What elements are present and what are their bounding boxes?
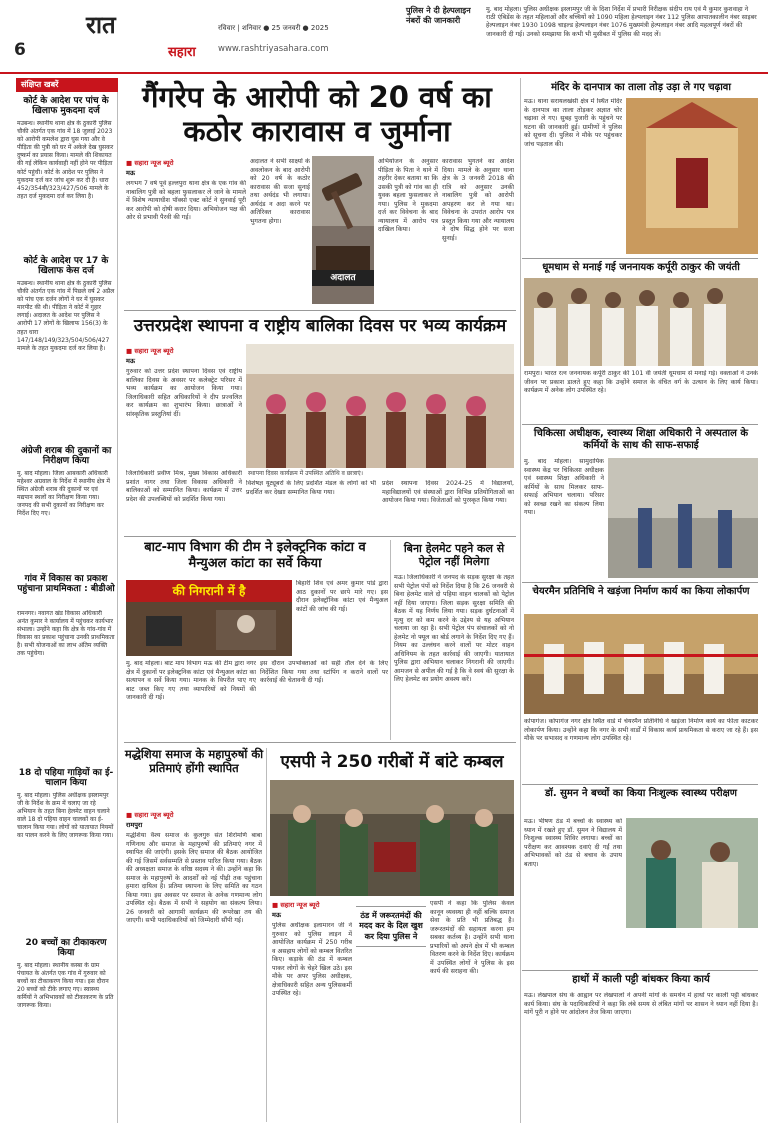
byline: ■ सहारा न्यूज ब्यूरो (126, 347, 174, 355)
event-body: गुरुवार को उत्तर प्रदेश स्थापना दिवस एवं राष्ट्रीय बालिका दिवस के अवसर पर कलेक्ट्रेट परिसर में भव्य कार्यक्रम का आयोजन किया गया। जिलाधिकारी सहित अधिकारियों ने दीप प्रज्वलित कर कार्यक्रम का शुभारंभ किया। छात्राओं ने सांस्कृतिक प्रस्तुतियां दीं। (126, 368, 242, 418)
byline: ■ सहारा न्यूज ब्यूरो (272, 901, 320, 909)
lead-body: कारावास भुगतने का आदेश दिया। मामले के अनुसार थाना क्षेत्र के 3 जनवरी 2018 की रात्रि को अनुसार उनकी नाबालिग पुत्री को आरोपी अपहरण कर ले गया था। विवेचना के उपरांत आरोप पत्र प्रस्तुत किया गया और न्यायालय ने दोष सिद्ध होने पर सजा सुनाई। (442, 158, 514, 242)
dateline-place: रामपुरा (126, 821, 143, 829)
right-headline: चिकित्सा अधीक्षक, स्वास्थ्य शिक्षा अधिकारी ने अस्पताल के कर्मियों के साथ की साफ-सफाई (533, 428, 749, 451)
lead-body: लगभग 7 वर्ष पूर्व हल्लपुरा थाना क्षेत्र के एक गांव की नाबालिग पुत्री को बहला फुसलाकर ले जाने के मामले में विशेष न्यायाधीश पॉक्सो एक्ट कोर्ट ने सुनवाई पूरी कर आरोपी को दोषी करार दिया। अभियोजन पक्ष की ओर से प्रभावी पैरवी की गई। (126, 180, 246, 221)
brief-headline: गांव में विकास का प्रकाश पहुंचाना प्राथमिकता : बीडीओ (17, 574, 115, 595)
dateline: रविवार | शनिवार ● 25 जनवरी ● 2025 (218, 24, 329, 32)
lead-body: अदालत ने सभी साक्ष्यों के अवलोकन के बाद आरोपी को 20 वर्ष के कठोर कारावास की सजा सुनाई तथा अर्थदंड भी लगाया। अर्थदंड न अदा करने पर अतिरिक्त कारावास भुगतना होगा। (250, 158, 310, 225)
event-body: प्रदेश स्थापना दिवस 2024-25 में विद्यालयों, महाविद्यालयों एवं संस्थाओं द्वारा विभिन्न प्रतियोगिताओं का आयोजन किया गया। विजेताओं को पुरस्कृत किया गया। (382, 480, 514, 504)
weights-headline: बाट-माप विभाग की टीम ने इलेक्ट्रनिक कांटा व मैन्युअल कांटा का सर्वे किया (144, 540, 366, 571)
event-headline: उत्तरप्रदेश स्थापना व राष्ट्रीय बालिका दिवस पर भव्य कार्यक्रम (133, 316, 507, 336)
right-body: मऊ। थाना सरायलखंसी क्षेत्र में स्थित मंदिर के दानपात्र का ताला तोड़कर अज्ञात चोर चढ़ावा ले गए। सुबह पुजारी के पहुंचने पर घटना की जानकारी हुई। ग्रामीणों ने पुलिस को सूचना दी। पुलिस ने मौके पर पहुंचकर जांच पड़ताल की। (524, 98, 622, 148)
divider (124, 310, 516, 311)
weights-body: मु. बाद मोहला। बाट माप विभाग मऊ की टीम द्वारा नगर क्षेत्र में दुकानों पर इलेक्ट्रनिक कांटा एवं मैन्युअल कांटा का सत्यापन व सर्वे किया गया। मानक के विपरीत पाए गए बाट जब्त किए गए तथा व्यापारियों को नियमों की जानकारी दी गई। (126, 660, 256, 701)
right-headline: धूमधाम से मनाई गई जननायक कर्पूरी ठाकुर की जयंती (542, 262, 740, 273)
weights-photo (126, 580, 292, 656)
byline: ■ सहारा न्यूज ब्यूरो (126, 811, 174, 819)
lead-body: अभियोजन के अनुसार पीड़िता के पिता ने थाने में तहरीर देकर बताया था कि उसकी पुत्री को गांव का ही युवक बहला फुसलाकर ले गया। पुलिस ने मुकदमा दर्ज कर विवेचना के बाद न्यायालय में आरोप पत्र दाखिल किया। (378, 158, 438, 233)
court-photo (312, 156, 374, 304)
brief-body: मु. बाद मोहला। जिला आबकारी अधिकारी महेश्वर अग्रवाल के निर्देश में स्थानीय क्षेत्र में स्थित अंग्रेजी शराब की दुकानों पर एवं मद्यपान स्थलों का निरीक्षण किया गया। जनपद की सभी दुकानों का निरीक्षण कर निर्देश दिए गए। (17, 470, 110, 518)
brand-logo: सहारा (168, 45, 196, 60)
brief-body: मउबन्ध। स्थानीय थाना क्षेत्र के ठुकारी पुलिस चौकी अंतर्गत एक गांव में पिछले वर्ष 2 अप्रैल को पांच एक दर्जन लोगों ने घर में घुसकर मारपीट की थी। पीड़िता ने कोर्ट में गुहार लगाई। अदालत के आदेश पर पुलिस ने आरोपी 17 लोगों के खिलाफ 156(3) के तहत धारा 147/148/149/323/504/506/427 मामले के तहत मुकदमा दर्ज कर लिया है। (17, 280, 115, 352)
divider (522, 970, 758, 971)
event-photo (246, 344, 514, 468)
dateline-place: मऊ (272, 911, 281, 919)
right-headline: डॉ. सुमन ने बच्चों का किया निःशुल्क स्वास्थ्य परीक्षण (544, 788, 738, 799)
inauguration-photo (524, 614, 758, 714)
divider (522, 424, 758, 425)
weights-body: इस दौरान उपभोक्ताओं को सही तौल देने के लिए निर्देशित किया गया तथा स्टांपिंग न कराने वालों पर कार्रवाई की चेतावनी दी गई। (260, 660, 388, 684)
right-body: मु. बाद मोहला। सामुदायिक स्वास्थ्य केंद्र पर चिकित्सा अधीक्षक एवं स्वास्थ्य शिक्षा अधिकारी ने कर्मियों के साथ मिलकर साफ-सफाई अभियान चलाया। परिसर को स्वच्छ रखने का संकल्प लिया गया। (524, 458, 604, 516)
event-body: जिलाधिकारी प्रवीण मिश्र, मुख्य विकास अधिकारी प्रशांत नागर तथा जिला विकास अधिकारी ने बालिकाओं को सम्मानित किया। कार्यक्रम में उत्तर प्रदेश की उपलब्धियों को प्रदर्शित किया गया। (126, 470, 242, 503)
brief-body: रामनगर। नवागत खंड विकास अधिकारी अनंत कुमार ने कार्यालय में पहुंचकर कार्यभार संभाला। उन्होंने कहा कि क्षेत्र के गांव-गांव में विकास का प्रकाश पहुंचाना उनकी प्राथमिकता है। सभी योजनाओं का लाभ अंतिम व्यक्ति तक पहुंचेगा। (17, 610, 115, 658)
right-body: कोपागंज। कोपागंज नगर क्षेत्र स्थित वार्ड में चेयरमैन प्रतिनिधि ने खड़ंजा निर्माण कार्य का फीता काटकर लोकार्पण किया। उन्होंने कहा कि नगर के सभी वार्डों में विकास कार्य प्राथमिकता से कराए जा रहे हैं। इस मौके पर सभासद व गणमान्य लोग उपस्थित रहे। (524, 718, 758, 742)
brief-headline: अंग्रेजी शराब की दुकानों का निरीक्षण किया (20, 446, 112, 467)
blanket-headline: एसपी ने 250 गरीबों में बांटे कम्बल (280, 752, 504, 772)
dateline-place: मऊ (126, 169, 135, 177)
dateline-place: मऊ (126, 357, 135, 365)
right-body: मऊ। भीषण ठंड में बच्चों के स्वास्थ्य को ध्यान में रखते हुए डॉ. सुमन ने विद्यालय में निःशुल्क स्वास्थ्य शिविर लगाया। बच्चों का परीक्षण कर आवश्यक दवाएं दी गईं तथा अभिभावकों को ठंड से बचाव के उपाय बताए। (524, 818, 622, 868)
banner-text: की निगरानी में है (172, 584, 246, 598)
divider (522, 582, 758, 583)
hospital-photo (608, 458, 758, 578)
statue-headline: मद्धेशिया समाज के महापुरुषों की प्रतिमाएं होंगी स्थापित (124, 747, 264, 775)
brief-body: मु. बाद मोहला। पुलिस अधीक्षक इस्लामपुर जी के निर्देश के क्रम में चलाए जा रहे अभियान के तहत बिना हेलमेट वाहन चलाने वाले 18 दो पहिया वाहन चालकों का ई-चालान किया गया। लोगों को यातायात नियमों का पालन करने के लिए जागरूक किया गया। (17, 792, 114, 840)
event-caption: स्थापना दिवस कार्यक्रम में उपस्थित अतिथि व छात्राएं। (248, 470, 364, 477)
court-label: अदालत (312, 270, 374, 286)
brief-headline: कोर्ट के आदेश पर 17 के खिलाफ केस दर्ज (23, 256, 109, 277)
event-body: विशेषज्ञ यूट्यूबरों के लिए प्रदर्शित मंडल के लोगों को भी प्रदर्शित कर देखाा सम्मानित किया गया। (246, 480, 376, 496)
helmet-headline: बिना हेलमेट पहने कल से पेट्रोल नहीं मिलेगा (403, 542, 505, 569)
jayanti-photo (524, 278, 758, 366)
right-headline: चेयरमैन प्रतिनिधि ने खड़ंजा निर्माण कार्य का किया लोकार्पण (532, 586, 750, 597)
blanket-body: पुलिस अधीक्षक इलामारन जी ने गुरुवार को पुलिस लाइन में आयोजित कार्यक्रम में 250 गरीब व असहाय लोगों को कम्बल वितरित किए। कड़ाके की ठंड में कम्बल पाकर लोगों के चेहरे खिल उठे। इस मौके पर अपर पुलिस अधीक्षक, क्षेत्राधिकारी सहित अन्य पुलिसकर्मी उपस्थित रहे। (272, 922, 352, 997)
weights-body: बिहारी शिव एवं अमर कुमार पांडे द्वारा आठ दुकानों पर छापे मारे गए। इस दौरान इलेक्ट्रॉनिक कांटा एवं मैन्युअल कांटों की जांच की गई। (296, 580, 388, 613)
divider (124, 536, 516, 537)
brief-headline: कोर्ट के आदेश पर पांच के खिलाफ मुकदमा दर्ज (23, 96, 109, 117)
site-url[interactable]: www.rashtriyasahara.com (218, 44, 329, 54)
divider (522, 784, 758, 785)
brief-body: मु. बाद मोहला। स्थानीय कस्बा के ग्राम पंचायत के अंतर्गत एक गांव में गुरुवार को बच्चों का टीकाकरण किया गया। इस दौरान 20 बच्चों को टीके लगाए गए। स्वास्थ्य कर्मियों ने अभिभावकों को टीकाकरण के प्रति जागरूक किया। (17, 962, 114, 1010)
blanket-photo (270, 780, 514, 896)
health-camp-photo (626, 818, 758, 928)
statue-body: मद्धेशिया वैश्य समाज के कुलगुरु संत शिरोमणि बाबा गणिनाथ और समाज के महापुरुषों की प्रतिमाएं नगर में स्थापित की जाएंगी। इसके लिए समाज की बैठक आयोजित की गई जिसमें सर्वसम्मति से प्रस्ताव पारित किया गया। बैठक की अध्यक्षता समाज के वरिष्ठ सदस्य ने की। उन्होंने कहा कि समाज के महापुरुषों के आदर्शों को नई पीढ़ी तक पहुंचाना हमारा दायित्व है। प्रतिमा स्थापना के लिए समिति का गठन किया गया। इस अवसर पर समाज के अनेक गणमान्य लोग उपस्थित रहे। बैठक में सभी ने सहयोग का संकल्प लिया। 26 जनवरी को आगामी कार्यक्रम की रूपरेखा तय की जाएगी। सभी पदाधिकारियों को जिम्मेदारी सौंपी गई। (126, 832, 262, 924)
right-headline: हाथों में काली पट्टी बांधकर किया कार्य (572, 974, 710, 985)
divider (266, 748, 267, 1122)
brief-headline: 20 बच्चों का टीकाकरण किया (25, 938, 107, 959)
temple-photo (626, 98, 758, 254)
right-headline: मंदिर के दानपात्र का ताला तोड़ उड़ा ले गए चढ़ावा (551, 82, 731, 93)
brief-body: मउबन्ध। स्थानीय थाना क्षेत्र के ठुकारी पुलिस चौकी अंतर्गत एक गांव में 18 जुलाई 2023 को आरोपी कमलेश द्वारा घुस गया और वे पीड़िता की पुत्री को घर में अकेले देख घुसकर दुष्कर्म का प्रयास किया। मामले की शिकायत की गई लेकिन कार्यवाही नहीं होने पर पीड़िता कोर्ट पहुंची। कोर्ट के आदेश पर पुलिस ने मुकदमा दर्ज कर जांच शुरू कर दी है। धारा 452/354बी/323/427/506 मामले के तहत दर्ज मुकदमा दर्ज कर लिया है। (17, 120, 114, 200)
brief-news-badge: संक्षिप्त खबरें (16, 78, 118, 92)
helmet-body: मऊ। जिलाधिकारी ने जनपद के सड़क सुरक्षा के तहत सभी पेट्रोल पंपों को निर्देश दिया है कि 26 जनवरी से बिना हेलमेट वाले दो पहिया वाहन चालकों को पेट्रोल नहीं दिया जाएगा। जिला सड़क सुरक्षा समिति की बैठक में यह निर्णय लिया गया। सड़क दुर्घटनाओं में मृत्यु दर को कम करने के उद्देश्य से यह अभियान चलाया जा रहा है। सभी पेट्रोल पंप संचालकों को नो हेलमेट नो फ्यूल का बोर्ड लगाने के निर्देश दिए गए हैं। नियम का उल्लंघन करने वालों पर मोटर वाहन अधिनियम के तहत कार्रवाई की जाएगी। यातायात पुलिस द्वारा अभियान चलाकर निगरानी की जाएगी। आमजन से अपील की गई है कि वे स्वयं की सुरक्षा के लिए हेलमेट का प्रयोग अवश्य करें। (394, 574, 514, 683)
divider (124, 742, 516, 743)
right-body: रामपुरा। भारत रत्न जननायक कर्पूरी ठाकुर की 101 वीं जयंती धूमधाम से मनाई गई। वक्ताओं ने उनके जीवन पर प्रकाश डालते हुए कहा कि उन्होंने समाज के वंचित वर्ग के उत्थान के लिए कार्य किया। कार्यक्रम में अनेक लोग उपस्थित रहे। (524, 370, 758, 394)
divider (390, 540, 391, 740)
right-body: मऊ। लेखपाल संघ के आह्वान पर लेखपालों ने अपनी मांगों के समर्थन में हाथों पर काली पट्टी बांधकर कार्य किया। संघ के पदाधिकारियों ने कहा कि लंबे समय से लंबित मांगों पर शासन ने ध्यान नहीं दिया है। मांगें पूरी न होने पर आंदोलन तेज किया जाएगा। (524, 992, 758, 1016)
pull-quote: ठंड में जरूरतमंदों की मदद कर के दिल खुश कर दिया पुलिस ने (356, 906, 426, 947)
brief-headline: 18 दो पहिया गाड़ियों का ई-चालान किया (18, 768, 114, 789)
paper-name: रात (86, 10, 116, 39)
divider (522, 258, 758, 259)
page-number: 6 (14, 40, 26, 60)
blanket-body: एसपी ने कहा कि पुलिस केवल कानून व्यवस्था ही नहीं बल्कि समाज सेवा के प्रति भी प्रतिबद्ध है। जरूरतमंदों की सहायता करना हम सबका कर्तव्य है। उन्होंने सभी थाना प्रभारियों को अपने क्षेत्र में भी कम्बल वितरण करने के निर्देश दिए। कार्यक्रम में उपस्थित लोगों ने पुलिस के इस कार्य की सराहना की। (430, 900, 514, 975)
teaser-title: पुलिस ने दी हेल्पलाइन नंबरों की जानकारी (406, 6, 471, 25)
teaser-text: मु. बाद मोहला। पुलिस अधीक्षक इस्लामपुर जी के दिशा निर्देश में प्रभारी निरीक्षक संदीप राय एवं मै कुमार कुशवाहा ने राठी एंबिडेंस के तहत महिलाओं और बच्चियों को 1090 महिला हेल्पलाइन नंबर 112 पुलिस आपातकालीन नंबर साइबर हेल्पलाइन नंबर 1930 1098 चाइल्ड हेल्पलाइन नंबर 1076 मुख्यमंत्री हेल्पलाइन नंबर आदि महत्वपूर्ण नंबरों की जानकारी दी गई। उनको समझाया कि कभी भी मुसीबत में पुलिस की मदद लें। (486, 6, 757, 38)
byline: ■ सहारा न्यूज ब्यूरो (126, 159, 174, 167)
lead-headline: गैंगरेप के आरोपी को 20 वर्ष का कठोर कारावास व जुर्माना (142, 80, 492, 149)
